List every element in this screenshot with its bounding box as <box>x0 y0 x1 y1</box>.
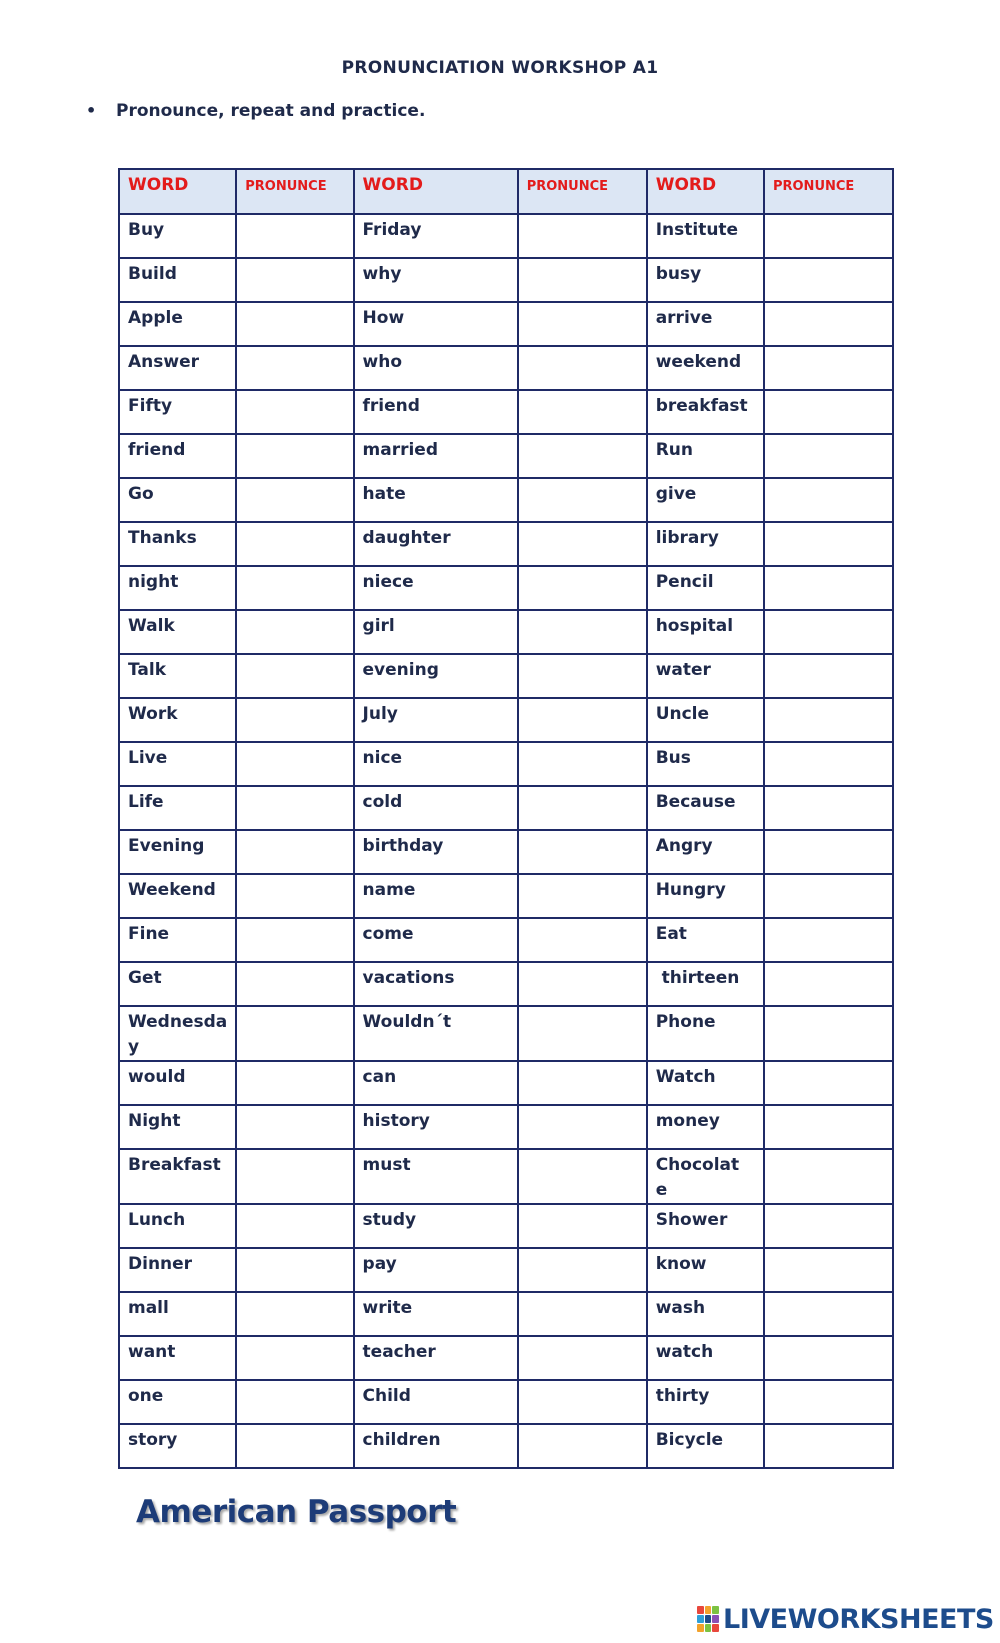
word-cell: Night <box>119 1105 236 1149</box>
word-cell: Walk <box>119 610 236 654</box>
pronounce-cell[interactable] <box>518 1204 647 1248</box>
word-cell: Fifty <box>119 390 236 434</box>
pronounce-cell[interactable] <box>518 566 647 610</box>
pronounce-cell[interactable] <box>236 742 353 786</box>
header-pronunce-1: PRONUNCE <box>236 169 353 214</box>
word-cell: girl <box>354 610 518 654</box>
pronounce-cell[interactable] <box>236 1149 353 1204</box>
instruction-text: Pronounce, repeat and practice. <box>116 101 426 121</box>
pronounce-cell[interactable] <box>764 1424 893 1468</box>
pronounce-cell[interactable] <box>518 1336 647 1380</box>
word-cell: vacations <box>354 962 518 1006</box>
pronounce-cell[interactable] <box>764 830 893 874</box>
table-row <box>119 1248 893 1292</box>
pronounce-cell[interactable] <box>764 478 893 522</box>
word-cell: water <box>647 654 764 698</box>
word-cell: Hungry <box>647 874 764 918</box>
table-row <box>119 1061 893 1105</box>
word-cell: Watch <box>647 1061 764 1105</box>
word-cell: Institute <box>647 214 764 258</box>
word-cell: daughter <box>354 522 518 566</box>
pronounce-cell[interactable] <box>518 258 647 302</box>
pronounce-cell[interactable] <box>518 390 647 434</box>
word-cell: Breakfast <box>119 1149 236 1204</box>
word-cell: Angry <box>647 830 764 874</box>
word-cell: Run <box>647 434 764 478</box>
word-cell: Go <box>119 478 236 522</box>
word-cell: write <box>354 1292 518 1336</box>
word-cell: Work <box>119 698 236 742</box>
liveworksheets-text: LIVEWORKSHEETS <box>723 1603 994 1635</box>
pronounce-cell[interactable] <box>764 962 893 1006</box>
pronounce-cell[interactable] <box>518 522 647 566</box>
pronounce-cell[interactable] <box>518 610 647 654</box>
pronounce-cell[interactable] <box>236 610 353 654</box>
instruction-line <box>86 101 425 121</box>
pronounce-cell[interactable] <box>764 1292 893 1336</box>
pronounce-cell[interactable] <box>764 214 893 258</box>
word-cell: Friday <box>354 214 518 258</box>
pronounce-cell[interactable] <box>764 1248 893 1292</box>
pronounce-cell[interactable] <box>236 434 353 478</box>
pronounce-cell[interactable] <box>518 1061 647 1105</box>
word-cell: Apple <box>119 302 236 346</box>
pronounce-cell[interactable] <box>518 214 647 258</box>
pronounce-cell[interactable] <box>236 1292 353 1336</box>
table-row <box>119 918 893 962</box>
pronounce-cell[interactable] <box>518 1006 647 1061</box>
pronounce-cell[interactable] <box>518 1380 647 1424</box>
pronounce-cell[interactable] <box>236 478 353 522</box>
pronounce-cell[interactable] <box>764 610 893 654</box>
table-row <box>119 698 893 742</box>
word-cell: must <box>354 1149 518 1204</box>
table-row <box>119 786 893 830</box>
word-cell: story <box>119 1424 236 1468</box>
word-cell: come <box>354 918 518 962</box>
word-cell: birthday <box>354 830 518 874</box>
word-cell: Chocolat e <box>647 1149 764 1204</box>
word-cell: Evening <box>119 830 236 874</box>
pronounce-cell[interactable] <box>236 1061 353 1105</box>
table-row <box>119 1336 893 1380</box>
table-row <box>119 390 893 434</box>
word-cell: Fine <box>119 918 236 962</box>
word-cell: friend <box>119 434 236 478</box>
word-cell: married <box>354 434 518 478</box>
word-cell: niece <box>354 566 518 610</box>
pronounce-cell[interactable] <box>518 654 647 698</box>
pronounce-cell[interactable] <box>236 1380 353 1424</box>
pronounce-cell[interactable] <box>764 258 893 302</box>
pronounce-cell[interactable] <box>518 478 647 522</box>
pronounce-cell[interactable] <box>764 1336 893 1380</box>
word-cell: thirty <box>647 1380 764 1424</box>
pronounce-cell[interactable] <box>236 1336 353 1380</box>
word-cell: Wouldn´t <box>354 1006 518 1061</box>
word-cell: children <box>354 1424 518 1468</box>
pronounce-cell[interactable] <box>764 1105 893 1149</box>
word-cell: library <box>647 522 764 566</box>
pronounce-cell[interactable] <box>764 742 893 786</box>
word-cell: Wednesda y <box>119 1006 236 1061</box>
word-cell: nice <box>354 742 518 786</box>
pronounce-cell[interactable] <box>236 346 353 390</box>
word-cell: Lunch <box>119 1204 236 1248</box>
pronounce-cell[interactable] <box>236 302 353 346</box>
word-cell: hate <box>354 478 518 522</box>
header-word-3: WORD <box>647 169 764 214</box>
word-cell: watch <box>647 1336 764 1380</box>
pronounce-cell[interactable] <box>518 434 647 478</box>
word-cell: Eat <box>647 918 764 962</box>
word-cell: Life <box>119 786 236 830</box>
table-row <box>119 654 893 698</box>
table-row <box>119 214 893 258</box>
word-cell: thirteen <box>647 962 764 1006</box>
table-header-row <box>119 169 893 214</box>
table-row <box>119 522 893 566</box>
pronounce-cell[interactable] <box>764 302 893 346</box>
liveworksheets-watermark <box>697 1604 994 1634</box>
word-cell: Bicycle <box>647 1424 764 1468</box>
word-cell: would <box>119 1061 236 1105</box>
table-row <box>119 610 893 654</box>
word-cell: Bus <box>647 742 764 786</box>
liveworksheets-logo-icon <box>697 1606 719 1632</box>
pronounce-cell[interactable] <box>236 1105 353 1149</box>
pronounce-cell[interactable] <box>518 1149 647 1204</box>
pronounce-cell[interactable] <box>764 1006 893 1061</box>
word-cell: teacher <box>354 1336 518 1380</box>
table-row <box>119 1204 893 1248</box>
pronounce-cell[interactable] <box>764 654 893 698</box>
word-cell: Buy <box>119 214 236 258</box>
header-word-2: WORD <box>354 169 518 214</box>
word-cell: Dinner <box>119 1248 236 1292</box>
word-cell: busy <box>647 258 764 302</box>
pronounce-cell[interactable] <box>518 786 647 830</box>
word-cell: Child <box>354 1380 518 1424</box>
pronounce-cell[interactable] <box>518 874 647 918</box>
word-cell: night <box>119 566 236 610</box>
word-cell: How <box>354 302 518 346</box>
word-cell: want <box>119 1336 236 1380</box>
pronounce-cell[interactable] <box>518 1248 647 1292</box>
pronounce-cell[interactable] <box>764 786 893 830</box>
word-cell: give <box>647 478 764 522</box>
table-row <box>119 830 893 874</box>
pronounce-cell[interactable] <box>518 302 647 346</box>
word-cell: evening <box>354 654 518 698</box>
word-cell: July <box>354 698 518 742</box>
table-body <box>119 214 893 1468</box>
pronounce-cell[interactable] <box>236 962 353 1006</box>
pronounce-cell[interactable] <box>236 698 353 742</box>
word-cell: name <box>354 874 518 918</box>
word-cell: Uncle <box>647 698 764 742</box>
pronounce-cell[interactable] <box>518 742 647 786</box>
word-cell: one <box>119 1380 236 1424</box>
word-cell: mall <box>119 1292 236 1336</box>
word-cell: money <box>647 1105 764 1149</box>
word-cell: arrive <box>647 302 764 346</box>
table-row <box>119 566 893 610</box>
pronounce-cell[interactable] <box>764 566 893 610</box>
word-cell: friend <box>354 390 518 434</box>
word-cell: why <box>354 258 518 302</box>
word-cell: Shower <box>647 1204 764 1248</box>
pronounce-cell[interactable] <box>764 1204 893 1248</box>
word-cell: Get <box>119 962 236 1006</box>
header-pronunce-3: PRONUNCE <box>764 169 893 214</box>
table-row <box>119 478 893 522</box>
pronounce-cell[interactable] <box>236 1204 353 1248</box>
word-cell: history <box>354 1105 518 1149</box>
table-row <box>119 1149 893 1204</box>
word-cell: wash <box>647 1292 764 1336</box>
pronounce-cell[interactable] <box>236 1248 353 1292</box>
pronounce-cell[interactable] <box>764 390 893 434</box>
table-row <box>119 742 893 786</box>
pronunciation-table <box>118 168 894 1469</box>
word-cell: hospital <box>647 610 764 654</box>
pronounce-cell[interactable] <box>236 522 353 566</box>
word-cell: Phone <box>647 1006 764 1061</box>
pronounce-cell[interactable] <box>764 918 893 962</box>
word-cell: weekend <box>647 346 764 390</box>
pronounce-cell[interactable] <box>518 962 647 1006</box>
table-row <box>119 302 893 346</box>
pronounce-cell[interactable] <box>764 346 893 390</box>
pronounce-cell[interactable] <box>518 346 647 390</box>
header-word-1: WORD <box>119 169 236 214</box>
table-row <box>119 346 893 390</box>
word-cell: Answer <box>119 346 236 390</box>
table-row <box>119 1292 893 1336</box>
word-cell: Because <box>647 786 764 830</box>
pronounce-cell[interactable] <box>518 830 647 874</box>
word-cell: Thanks <box>119 522 236 566</box>
pronounce-cell[interactable] <box>518 1292 647 1336</box>
pronounce-cell[interactable] <box>518 918 647 962</box>
pronounce-cell[interactable] <box>236 214 353 258</box>
word-cell: can <box>354 1061 518 1105</box>
table-row <box>119 1006 893 1061</box>
pronounce-cell[interactable] <box>236 918 353 962</box>
american-passport-logo: American Passport <box>136 1494 457 1530</box>
pronounce-cell[interactable] <box>518 698 647 742</box>
word-cell: pay <box>354 1248 518 1292</box>
table-row <box>119 874 893 918</box>
pronounce-cell[interactable] <box>236 1006 353 1061</box>
word-cell: Talk <box>119 654 236 698</box>
word-cell: breakfast <box>647 390 764 434</box>
pronounce-cell[interactable] <box>236 786 353 830</box>
pronounce-cell[interactable] <box>236 390 353 434</box>
pronounce-cell[interactable] <box>236 1424 353 1468</box>
pronounce-cell[interactable] <box>764 1380 893 1424</box>
word-cell: Build <box>119 258 236 302</box>
pronounce-cell[interactable] <box>764 1149 893 1204</box>
word-cell: know <box>647 1248 764 1292</box>
word-cell: Pencil <box>647 566 764 610</box>
pronounce-cell[interactable] <box>764 434 893 478</box>
pronounce-cell[interactable] <box>764 698 893 742</box>
word-cell: Weekend <box>119 874 236 918</box>
pronounce-cell[interactable] <box>764 522 893 566</box>
table-row <box>119 1380 893 1424</box>
table-row <box>119 962 893 1006</box>
pronounce-cell[interactable] <box>236 654 353 698</box>
word-cell: cold <box>354 786 518 830</box>
bullet-icon: • <box>86 101 97 120</box>
pronounce-cell[interactable] <box>764 1061 893 1105</box>
table-row <box>119 258 893 302</box>
pronounce-cell[interactable] <box>764 874 893 918</box>
table-row <box>119 1105 893 1149</box>
pronounce-cell[interactable] <box>236 874 353 918</box>
pronounce-cell[interactable] <box>236 566 353 610</box>
word-cell: study <box>354 1204 518 1248</box>
word-cell: Live <box>119 742 236 786</box>
table-row <box>119 434 893 478</box>
word-cell: who <box>354 346 518 390</box>
pronounce-cell[interactable] <box>518 1424 647 1468</box>
pronounce-cell[interactable] <box>518 1105 647 1149</box>
header-pronunce-2: PRONUNCE <box>518 169 647 214</box>
pronounce-cell[interactable] <box>236 258 353 302</box>
page-title: PRONUNCIATION WORKSHOP A1 <box>341 58 659 78</box>
table-row <box>119 1424 893 1468</box>
pronounce-cell[interactable] <box>236 830 353 874</box>
